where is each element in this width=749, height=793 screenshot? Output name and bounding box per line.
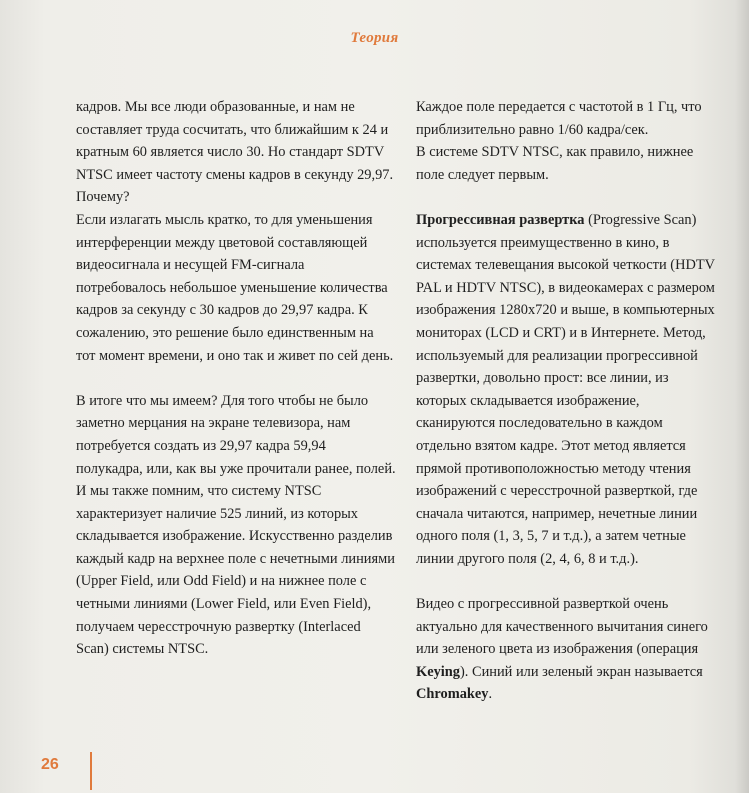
- right-paragraph-4-start: Видео с прогрессивной разверткой очень актуально для качественного вычитания синего или зеленого цвета из изображения (операция: [416, 596, 708, 658]
- left-column: [76, 96, 396, 661]
- right-paragraph-3: [416, 209, 716, 571]
- paragraph-spacer: [416, 570, 716, 593]
- page-number-rule: [90, 752, 92, 790]
- right-column: [416, 96, 716, 706]
- right-paragraph-1: Каждое поле передается с частотой в 1 Гц, что приблизительно равно 1/60 кадра/сек.: [416, 99, 702, 138]
- page-number: 26: [41, 756, 59, 773]
- page-edge-shadow: [735, 0, 749, 793]
- paragraph-spacer: [76, 367, 396, 390]
- right-paragraph-4-end: .: [488, 686, 493, 703]
- section-title: Теория: [350, 30, 399, 46]
- left-paragraph-1: кадров. Мы все люди образованные, и нам не составляет труда сосчитать, что ближайшим к 24 и кратным 60 является число 30. Но стандарт SDTV NTSC имеет частоту смены кадров в секунду 29,97. Почему?: [76, 99, 394, 206]
- term-chromakey: Chromakey: [416, 686, 489, 703]
- paragraph-spacer: [416, 186, 716, 209]
- right-paragraph-4-mid: ). Синий или зеленый экран называется: [459, 663, 703, 680]
- right-paragraph-3-text: (Progressive Scan) используется преимущественно в кино, в системах телевещания высокой четкости (HDTV PAL и HDTV NTSC), в видеокамерах с размером изображения 1280x720 и выше, в компьютерных мониторах (LCD и CRT) и в Интернете. Метод, используемый для реализации прогрессивной развертки, довольно прост: все линии, из которых складывается изображение, сканируются последовательно в каждом отдельно взятом кадре. Этот метод является прямой противоположностью методу чтения изображений с чересстрочной разверткой, где сначала читаются, например, нечетные линии одного поля (1, 3, 5, 7 и т.д.), а затем четные линии другого поля (2, 4, 6, 8 и т.д.).: [416, 211, 715, 567]
- right-paragraph-4: [416, 593, 716, 706]
- term-progressive-scan: Прогрессивная развертка: [416, 211, 585, 228]
- left-paragraph-3: В итоге что мы имеем? Для того чтобы не было заметно мерцания на экране телевизора, нам потребуется создать из 29,97 кадра 59,94 полукадра, или, как вы уже прочитали ранее, полей. И мы также помним, что систему NTSC характеризует наличие 525 линий, из которых складывается изображение. Искусственно разделив каждый кадр на верхнее поле с нечетными линиями (Upper Field, или Odd Field) и на нижнее поле с четными линиями (Lower Field, или Even Field), получаем чересстрочную развертку (Interlaced Scan) системы NTSC.: [76, 392, 396, 658]
- right-paragraph-2: В системе SDTV NTSC, как правило, нижнее поле следует первым.: [416, 144, 694, 183]
- left-paragraph-2: Если излагать мысль кратко, то для уменьшения интерференции между цветовой составляющей видеосигнала и несущей FM-сигнала потребовалось небольшое уменьшение количества кадров за секунду с 30 кадров до 29,97 кадра. К сожалению, это решение было единственным на тот момент времени, и оно так и живет по сей день.: [76, 211, 394, 364]
- term-keying: Keying: [416, 663, 460, 680]
